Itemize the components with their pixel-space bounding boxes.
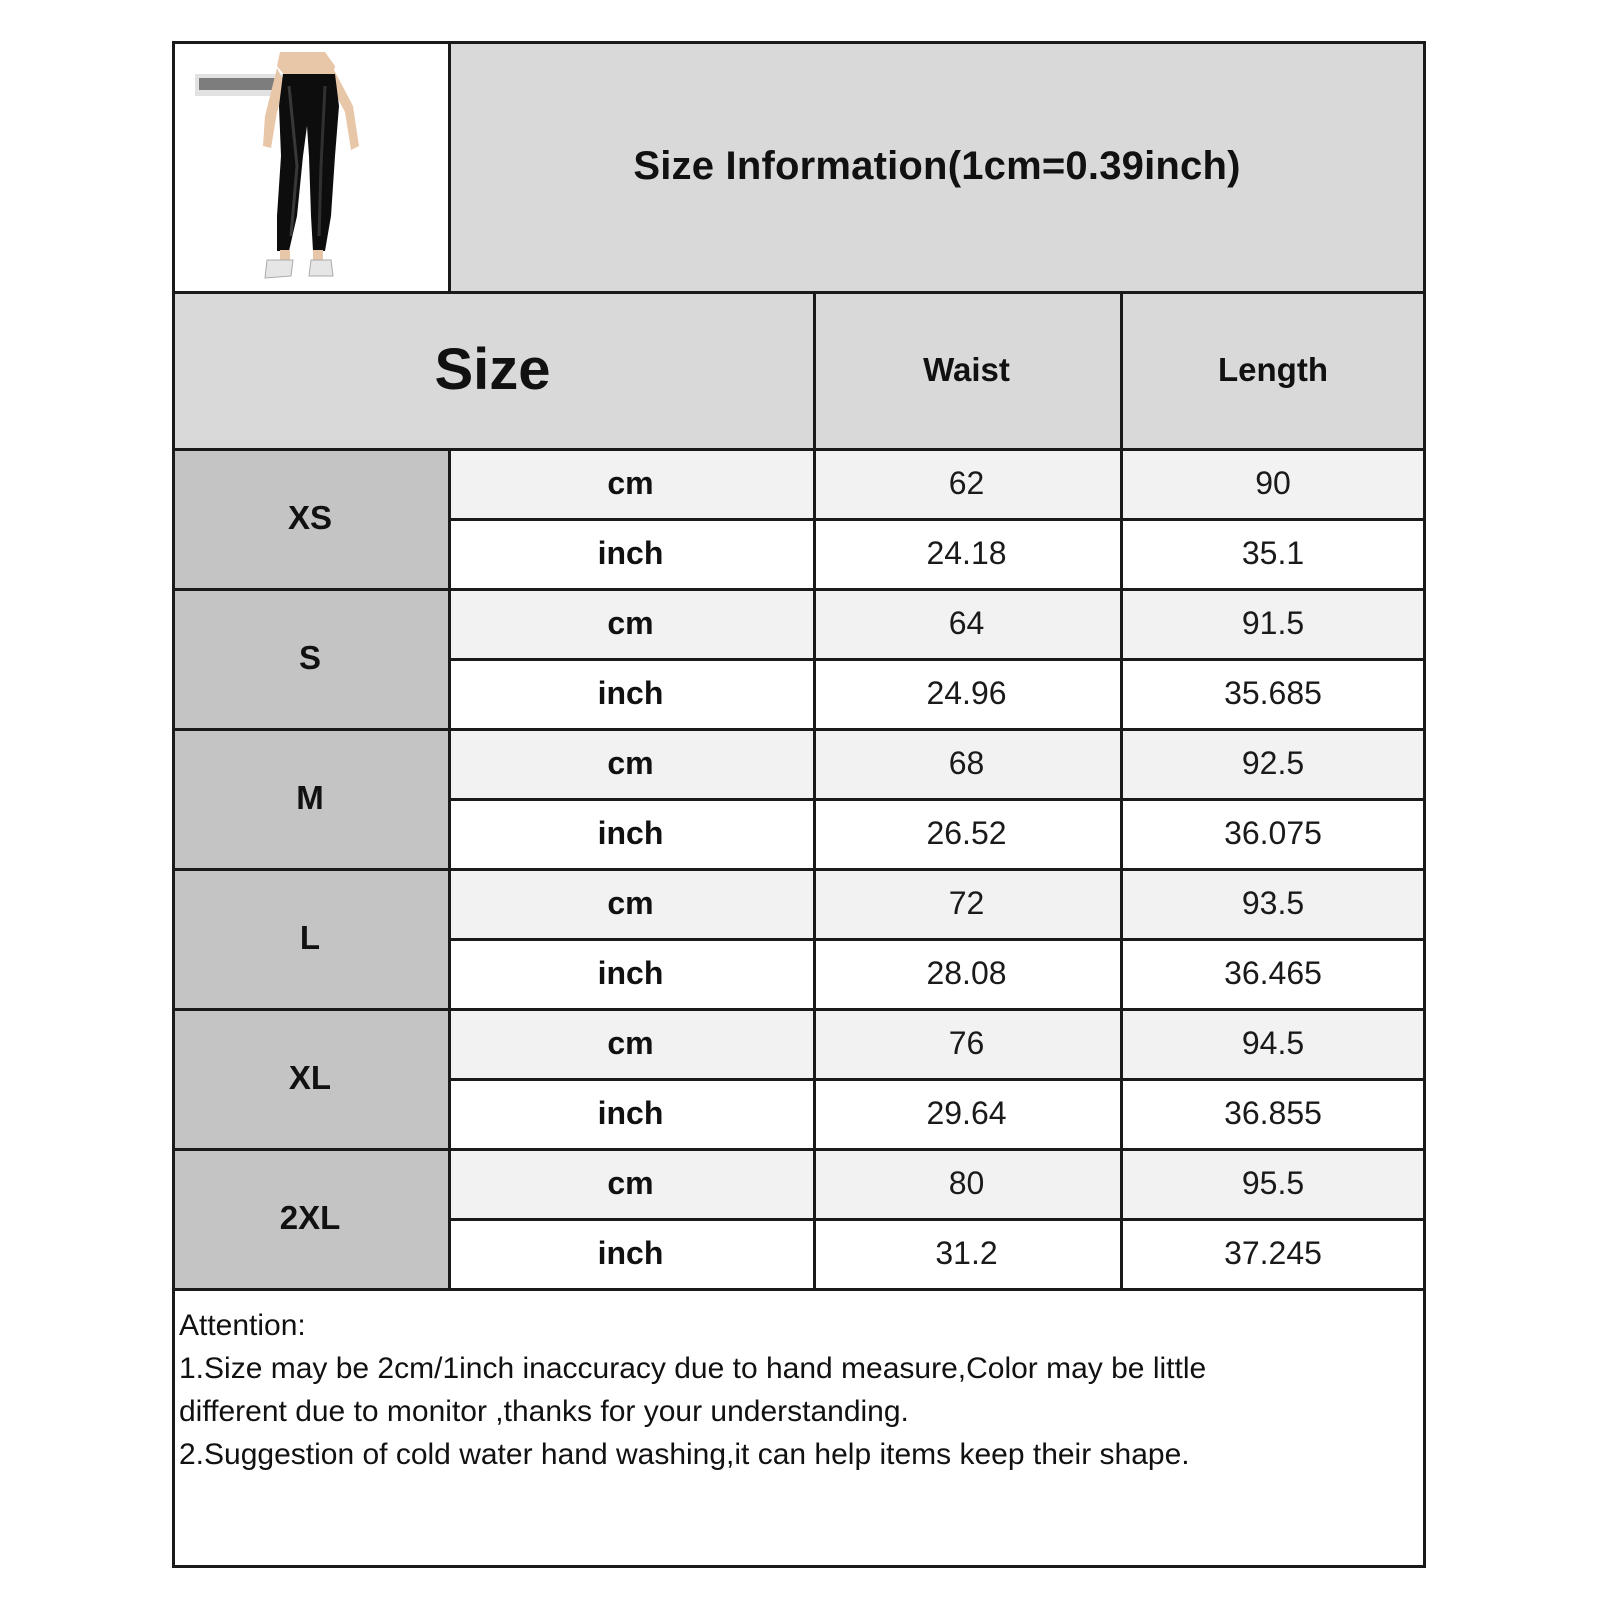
grid-line [448,938,1426,941]
size-label-2xl: 2XL [172,1148,448,1288]
unit-cm: cm [448,868,813,938]
grid-line [448,798,1426,801]
grid-line [1423,41,1426,1568]
waist-cm-value: 76 [813,1008,1120,1078]
unit-inch: inch [448,518,813,588]
length-cm-value: 95.5 [1120,1148,1426,1218]
unit-inch: inch [448,1078,813,1148]
waist-inch-value: 26.52 [813,798,1120,868]
header-size: Size [172,291,813,448]
grid-line [172,1288,1426,1291]
attention-line-2: different due to monitor ,thanks for your understanding. [179,1395,909,1428]
attention-line-3: 2.Suggestion of cold water hand washing,it can help items keep their shape. [179,1438,1190,1471]
grid-line [172,1008,1426,1011]
unit-cm: cm [448,1008,813,1078]
grid-line [172,291,1426,294]
product-photo-cell [172,41,448,291]
waist-inch-value: 24.96 [813,658,1120,728]
length-inch-value: 36.855 [1120,1078,1426,1148]
grid-line [448,41,451,291]
grid-line [172,1565,1426,1568]
waist-cm-value: 64 [813,588,1120,658]
grid-line [813,291,816,1288]
grid-line [172,868,1426,871]
size-label-l: L [172,868,448,1008]
size-label-s: S [172,588,448,728]
waist-inch-value: 24.18 [813,518,1120,588]
grid-line [172,1148,1426,1151]
waist-cm-value: 72 [813,868,1120,938]
waist-cm-value: 62 [813,448,1120,518]
black-leggings-icon [185,46,435,286]
length-inch-value: 36.465 [1120,938,1426,1008]
unit-inch: inch [448,798,813,868]
waist-cm-value: 68 [813,728,1120,798]
size-chart [172,41,1426,1568]
grid-line [172,448,1426,451]
size-label-m: M [172,728,448,868]
waist-inch-value: 28.08 [813,938,1120,1008]
length-inch-value: 35.1 [1120,518,1426,588]
length-inch-value: 37.245 [1120,1218,1426,1288]
header-length: Length [1120,291,1426,448]
unit-cm: cm [448,728,813,798]
grid-line [448,1218,1426,1221]
waist-inch-value: 31.2 [813,1218,1120,1288]
length-cm-value: 91.5 [1120,588,1426,658]
grid-line [448,518,1426,521]
length-inch-value: 35.685 [1120,658,1426,728]
length-cm-value: 92.5 [1120,728,1426,798]
size-label-xl: XL [172,1008,448,1148]
length-inch-value: 36.075 [1120,798,1426,868]
grid-line [172,588,1426,591]
unit-inch: inch [448,1218,813,1288]
size-label-xs: XS [172,448,448,588]
length-cm-value: 93.5 [1120,868,1426,938]
grid-line [448,658,1426,661]
unit-inch: inch [448,658,813,728]
attention-heading: Attention: [179,1309,306,1342]
length-cm-value: 90 [1120,448,1426,518]
waist-cm-value: 80 [813,1148,1120,1218]
waist-inch-value: 29.64 [813,1078,1120,1148]
unit-cm: cm [448,588,813,658]
grid-line [1120,291,1123,1288]
grid-line [172,728,1426,731]
grid-line [448,1078,1426,1081]
grid-line [172,41,175,1568]
attention-line-1: 1.Size may be 2cm/1inch inaccuracy due to hand measure,Color may be little [179,1352,1207,1385]
unit-inch: inch [448,938,813,1008]
header-waist: Waist [813,291,1120,448]
length-cm-value: 94.5 [1120,1008,1426,1078]
chart-title: Size Information(1cm=0.39inch) [448,41,1426,291]
unit-cm: cm [448,1148,813,1218]
attention-note [179,1304,1419,1476]
grid-line [172,41,1426,44]
unit-cm: cm [448,448,813,518]
